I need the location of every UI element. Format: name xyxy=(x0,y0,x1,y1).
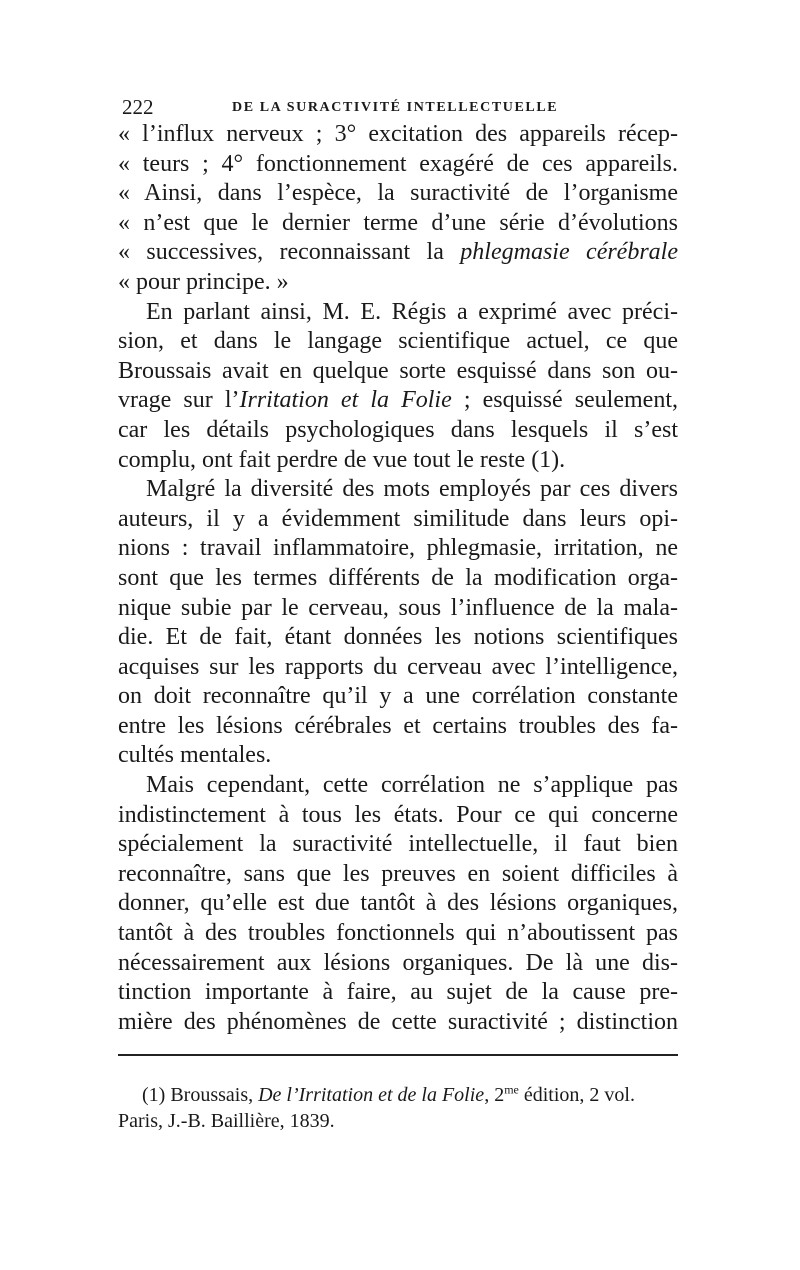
text-line: nique subie par le cerveau, sous l’influence de la mala- xyxy=(118,594,678,621)
text-line: on doit reconnaître qu’il y a une corrélation constante xyxy=(118,683,678,710)
footnote-text: , 2 xyxy=(484,1084,505,1106)
text-line: auteurs, il y a évidemment similitude dans leurs opi- xyxy=(118,505,678,532)
text-line: Malgré la diversité des mots employés par ces divers xyxy=(146,476,678,503)
body-text xyxy=(118,120,678,1037)
text-segment: « successives, reconnaissant la xyxy=(118,239,461,266)
paragraph-regis xyxy=(118,298,678,476)
footnote xyxy=(118,1082,678,1134)
text-line: « pour principe. » xyxy=(118,268,289,295)
text-line: Broussais avait en quelque sorte esquissé dans son ou- xyxy=(118,357,678,384)
italic-term: phlegmasie cérébrale xyxy=(460,239,678,266)
paragraph-diversite xyxy=(118,475,678,771)
text-line: « l’influx nerveux ; 3° excitation des appareils récep- xyxy=(118,121,678,147)
text-line: mière des phénomènes de cette suractivité ; distinction xyxy=(118,1008,678,1035)
text-line: « n’est que le dernier terme d’une série d’évolutions xyxy=(118,209,678,236)
footnote-text: édition, 2 vol. xyxy=(518,1084,635,1106)
text-line: Mais cependant, cette corrélation ne s’applique pas xyxy=(146,772,678,799)
text-line: car les détails psychologiques dans lesquels il s’est xyxy=(118,416,678,443)
text-line: complu, ont fait perdre de vue tout le reste (1). xyxy=(118,446,566,473)
text-line: die. Et de fait, étant données les notions scientifiques xyxy=(118,624,678,651)
text-line: sont que les termes différents de la modification orga- xyxy=(118,564,678,591)
text-segment: vrage sur l’ xyxy=(118,387,240,414)
footnote-text: (1) Broussais, xyxy=(142,1084,259,1106)
footnote-rule xyxy=(118,1054,678,1056)
text-line: acquises sur les rapports du cerveau avec l’intelligence, xyxy=(118,653,678,680)
text-line: spécialement la suractivité intellectuelle, il faut bien xyxy=(118,831,678,858)
text-line: indistinctement à tous les états. Pour ce qui concerne xyxy=(118,801,678,828)
text-line: tinction importante à faire, au sujet de la cause pre- xyxy=(118,979,678,1006)
text-line xyxy=(118,238,678,268)
footnote-line: Paris, J.-B. Baillière, 1839. xyxy=(118,1110,335,1132)
text-line: tantôt à des troubles fonctionnels qui n’aboutissent pas xyxy=(118,920,678,947)
text-line: entre les lésions cérébrales et certains troubles des fa- xyxy=(118,712,678,739)
text-line: donner, qu’elle est due tantôt à des lésions organiques, xyxy=(118,890,678,917)
paragraph-cependant xyxy=(118,771,678,1037)
text-line: nécessairement aux lésions organiques. De là une dis- xyxy=(118,949,678,976)
text-line: nions : travail inflammatoire, phlegmasie, irritation, ne xyxy=(118,535,678,562)
text-line: « Ainsi, dans l’espèce, la suractivité de l’organisme xyxy=(118,180,678,207)
text-line: En parlant ainsi, M. E. Régis a exprimé avec préci- xyxy=(146,298,678,325)
footnote-line xyxy=(118,1082,678,1108)
page-number: 222 xyxy=(122,95,154,119)
paragraph-quote-end xyxy=(118,120,678,298)
italic-title: Irritation et la Folie xyxy=(239,387,452,414)
footnote-book-title: De l’Irritation et de la Folie xyxy=(258,1084,485,1106)
footnote-superscript: me xyxy=(504,1082,519,1097)
text-line: « teurs ; 4° fonctionnement exagéré de ces appareils. xyxy=(118,150,678,177)
text-line: sion, et dans le langage scientifique actuel, ce que xyxy=(118,328,678,355)
text-line: reconnaître, sans que les preuves en soient difficiles à xyxy=(118,860,678,887)
text-line xyxy=(118,386,678,416)
running-title: DE LA SURACTIVITÉ INTELLECTUELLE xyxy=(232,100,559,115)
text-line: cultés mentales. xyxy=(118,742,272,769)
text-segment: ; esquissé seulement, xyxy=(451,387,678,414)
running-head xyxy=(122,92,682,122)
